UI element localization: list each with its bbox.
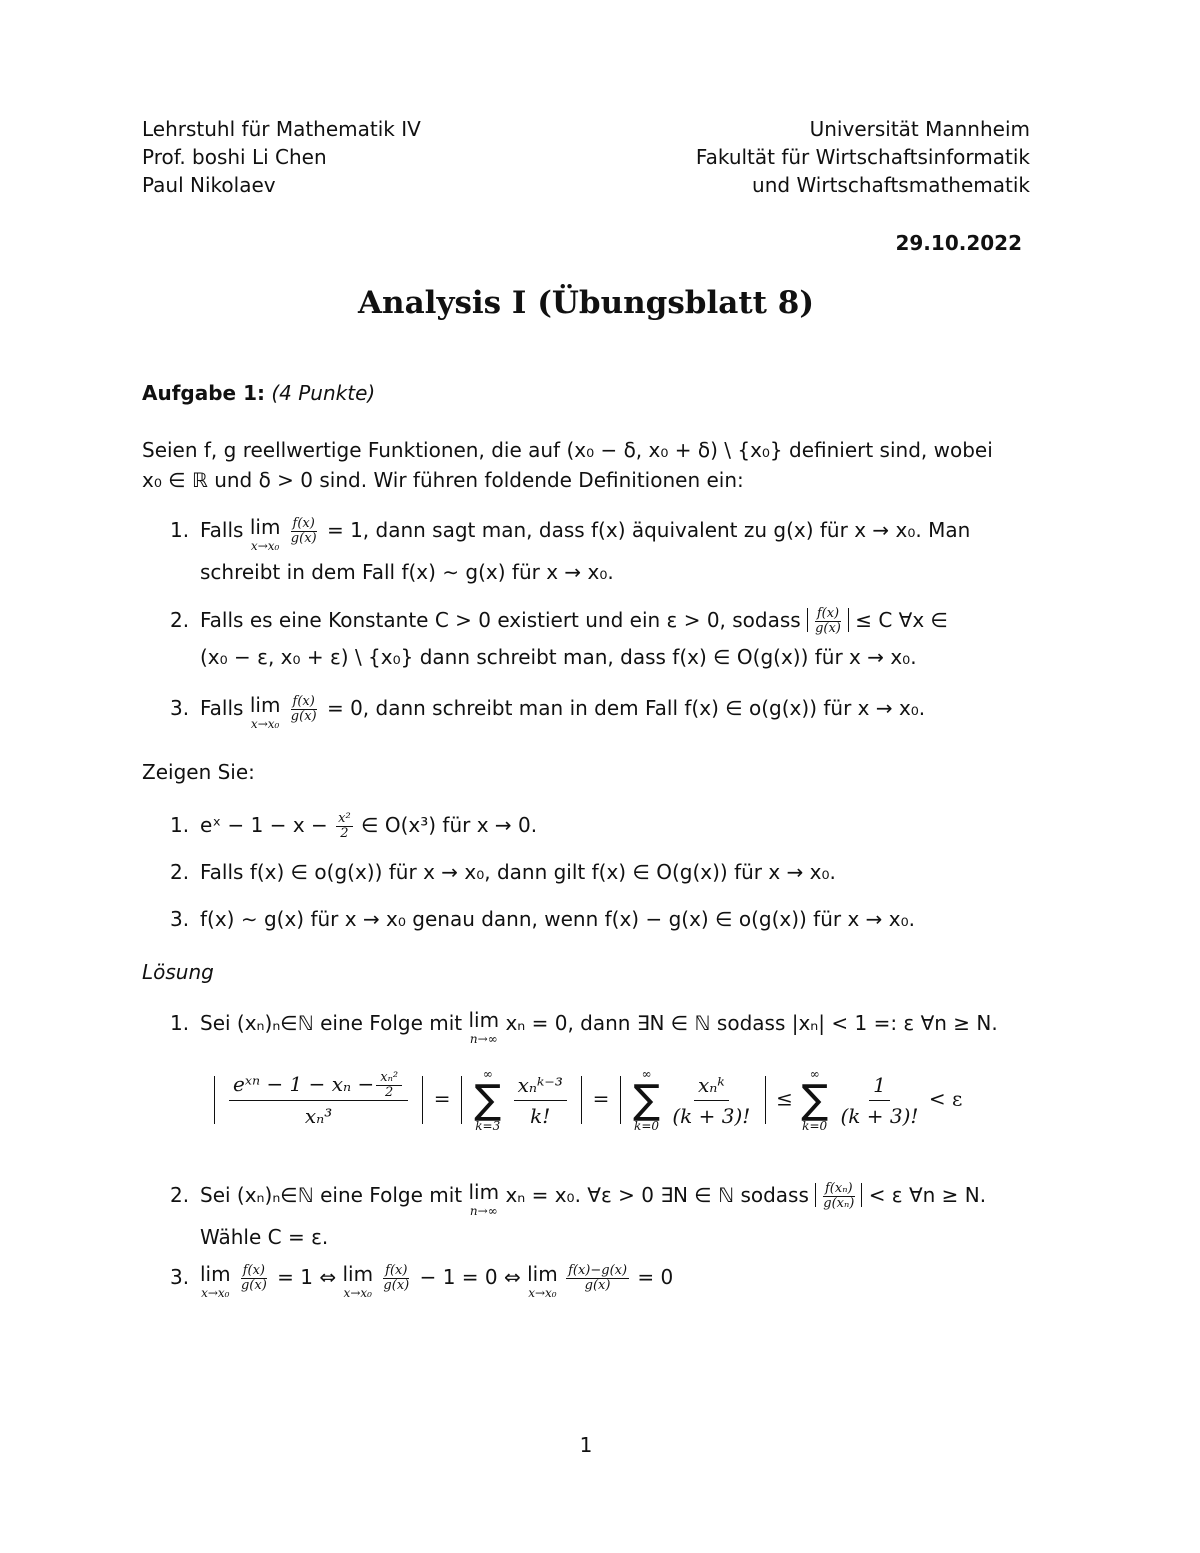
task-heading — [142, 378, 375, 408]
fraction-f-over-g: $\frac{f(x)}{g(x)}$ — [240, 1262, 267, 1293]
definition-body — [200, 605, 1030, 672]
solution-body — [200, 1180, 1030, 1252]
fraction-f-over-g: $\frac{f(x)}{g(x)}$ — [383, 1262, 410, 1293]
definition-text: Falls — [200, 518, 244, 542]
solution-number: 2. — [170, 1183, 190, 1207]
limit-operator: lim x→x₀ — [342, 1262, 374, 1300]
sheet-date: 29.10.2022 — [895, 231, 1022, 255]
fraction-exponential: eˣⁿ − 1 − xₙ − $\frac{\text{xₙ²}}{2}$ xₙ³ — [229, 1069, 408, 1131]
solution-label: Lösung — [142, 960, 214, 984]
claim-number: 2. — [170, 860, 190, 884]
definition-text: = 0, dann schreibt man in dem Fall f(x) ∈ o(g(x)) für x → x₀. — [326, 696, 926, 720]
limit-operator: lim n→∞ — [468, 1008, 500, 1046]
intro-text — [142, 435, 1030, 495]
definition-number: 2. — [170, 608, 190, 632]
definition-text: Falls — [200, 696, 244, 720]
solution-text: Sei (xₙ)ₙ∈ℕ eine Folge mit — [200, 1183, 463, 1207]
lt-epsilon: < ε — [928, 1086, 963, 1111]
solution-number: 1. — [170, 1011, 190, 1035]
limit-operator: lim n→∞ — [468, 1180, 500, 1218]
absolute-value: $\frac{f(x)}{g(x)}$ — [807, 608, 849, 632]
faculty-name-cont: und Wirtschaftsmathematik — [752, 173, 1030, 197]
fraction-xnk-over-k3fact: xₙᵏ (k + 3)! — [672, 1070, 750, 1131]
abs-bar — [461, 1076, 462, 1124]
fraction-f-over-g: $\frac{f(x)}{g(x)}$ — [290, 693, 317, 724]
claim-text: ∈ O(x³) für x → 0. — [361, 813, 538, 837]
fraction-x2-over-2: $\frac{\text{x²}}{2}$ — [338, 810, 351, 841]
definition-text: = 1, dann sagt man, dass f(x) äquivalent zu g(x) für x → x₀. Man — [326, 518, 971, 542]
limit-operator: lim x→x₀ — [200, 1262, 231, 1300]
solution-text: Sei (xₙ)ₙ∈ℕ eine Folge mit — [200, 1011, 463, 1035]
fraction-f-over-g: $\frac{f(x)}{g(x)}$ — [290, 515, 317, 546]
solution-text: xₙ = 0, dann ∃N ∈ ℕ sodass |xₙ| < 1 =: ε ∀n ≥ N. — [505, 1011, 998, 1035]
limit-operator: lim x→x₀ — [249, 693, 281, 731]
solution-number: 3. — [170, 1265, 190, 1289]
definition-body — [200, 515, 1030, 587]
claim-text: f(x) ∼ g(x) für x → x₀ genau dann, wenn f(x) − g(x) ∈ o(g(x)) für x → x₀. — [200, 907, 915, 931]
fraction-fmg-over-g: $\frac{f(x)-g(x)}{g(x)}$ — [568, 1262, 628, 1293]
chair-name: Lehrstuhl für Mathematik IV — [142, 117, 421, 141]
definition-number: 1. — [170, 518, 190, 542]
definition-text: schreibt in dem Fall f(x) ∼ g(x) für x → x₀. — [200, 560, 614, 585]
equals-sign: = — [433, 1086, 451, 1111]
abs-bar — [581, 1076, 582, 1124]
document-page — [142, 0, 1030, 1553]
claim-text: Falls f(x) ∈ o(g(x)) für x → x₀, dann gilt f(x) ∈ O(g(x)) für x → x₀. — [200, 860, 836, 884]
task-label: Aufgabe 1: — [142, 381, 265, 405]
sum-k0: ∞ ∑ k=0 — [633, 1067, 661, 1133]
absolute-value: $\frac{\text{f(xₙ)}}{\text{g(xₙ)}}$ — [815, 1183, 862, 1207]
equals-sign: = — [592, 1086, 610, 1111]
abs-bar — [765, 1076, 766, 1124]
claim-body — [200, 810, 1030, 841]
sum-k0: ∞ ∑ k=0 — [801, 1067, 829, 1133]
fraction-1-over-k3fact: $\frac{1}{(k + 3)!}$ — [841, 1070, 919, 1131]
fraction-xnk3-over-kfact: xₙᵏ⁻³ k! — [514, 1070, 567, 1131]
definition-text: (x₀ − ε, x₀ + ε) \ {x₀} dann schreibt man, dass f(x) ∈ O(g(x)) für x → x₀. — [200, 645, 917, 670]
professor-name: Prof. boshi Li Chen — [142, 145, 327, 169]
solution-text: Wähle C = ε. — [200, 1225, 329, 1250]
definition-number: 3. — [170, 696, 190, 720]
claim-number: 3. — [170, 907, 190, 931]
page-title: Analysis I (Übungsblatt 8) — [357, 285, 815, 321]
solution-body — [200, 1008, 1030, 1046]
solution-text: = 0 — [637, 1265, 674, 1289]
le-sign: ≤ — [776, 1086, 793, 1111]
display-equation — [142, 1068, 1030, 1132]
faculty-name: Fakultät für Wirtschaftsinformatik — [695, 145, 1030, 169]
definition-text: Falls es eine Konstante C > 0 existiert und ein ε > 0, sodass — [200, 608, 801, 632]
assistant-name: Paul Nikolaev — [142, 173, 276, 197]
limit-operator: lim x→x₀ — [249, 515, 281, 553]
sum-k3: ∞ ∑ k=3 — [474, 1067, 502, 1133]
definition-text: ≤ C ∀x ∈ — [855, 608, 948, 632]
show-label: Zeigen Sie: — [142, 760, 255, 784]
solution-text: xₙ = x₀. ∀ε > 0 ∃N ∈ ℕ sodass — [505, 1183, 809, 1207]
solution-body — [200, 1262, 1030, 1300]
definition-body — [200, 693, 1030, 731]
header-right — [696, 115, 1030, 199]
limit-operator: lim x→x₀ — [527, 1262, 558, 1300]
claim-number: 1. — [170, 813, 190, 837]
solution-text: < ε ∀n ≥ N. — [868, 1183, 987, 1207]
solution-text: = 1 ⇔ — [277, 1265, 337, 1289]
abs-bar — [422, 1076, 423, 1124]
abs-bar — [620, 1076, 621, 1124]
page-number: 1 — [579, 1433, 593, 1457]
intro-line-1: Seien f, g reellwertige Funktionen, die auf (x₀ − δ, x₀ + δ) \ {x₀} definiert sind, wobei — [142, 438, 993, 462]
task-points: (4 Punkte) — [271, 381, 376, 405]
claim-text: eˣ − 1 − x − — [200, 813, 328, 837]
intro-line-2: x₀ ∈ ℝ und δ > 0 sind. Wir führen foldende Definitionen ein: — [142, 468, 744, 492]
solution-text: − 1 = 0 ⇔ — [419, 1265, 521, 1289]
header-left — [142, 115, 421, 199]
abs-bar — [214, 1076, 215, 1124]
university-name: Universität Mannheim — [809, 117, 1030, 141]
